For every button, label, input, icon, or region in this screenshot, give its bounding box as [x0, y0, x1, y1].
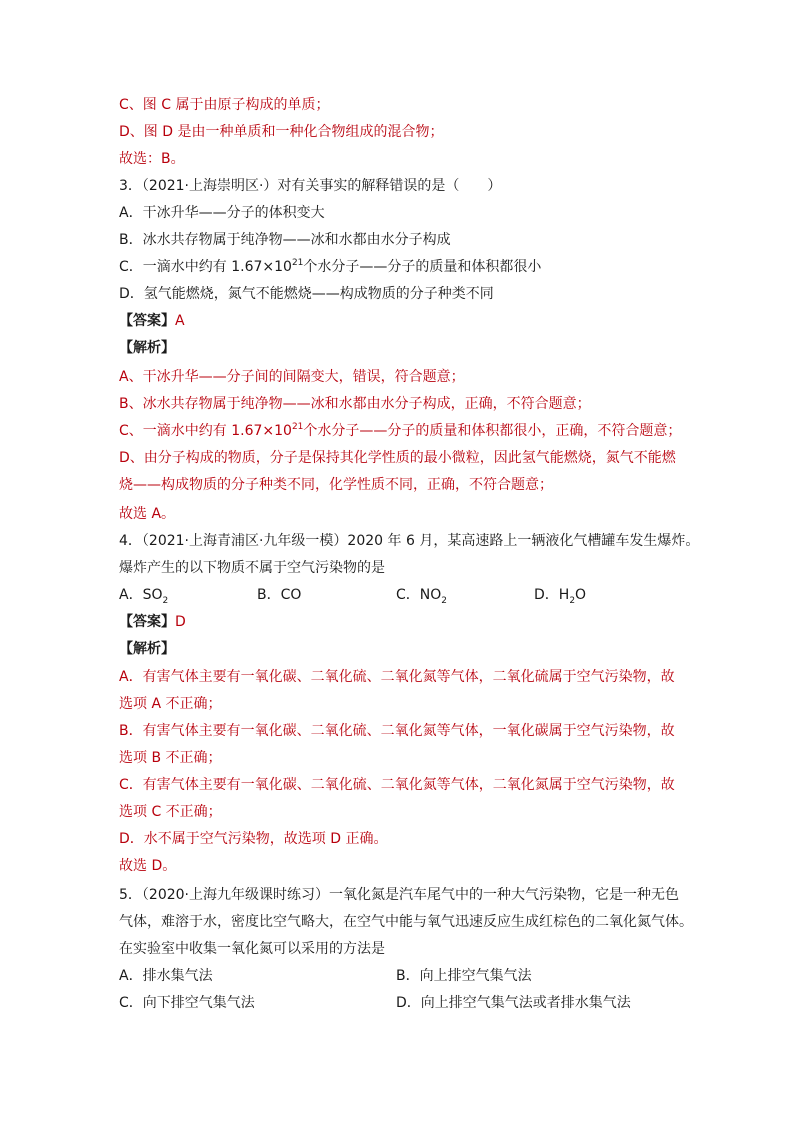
q4-option-d	[534, 584, 586, 608]
q4-analysis-a-line2: 选项 A 不正确；	[119, 696, 222, 712]
q4-analysis-a-line1: A．有害气体主要有一氧化碳、二氧化硫、二氧化氮等气体，二氧化硫属于空气污染物，故	[119, 669, 675, 685]
q5-option-a: A．排水集气法	[119, 968, 213, 984]
q3-option-c	[119, 256, 541, 278]
q3-option-a: A．干冰升华——分子的体积变大	[119, 205, 325, 221]
q4-answer	[119, 611, 186, 633]
q4-option-c-pre: C．NO	[396, 587, 442, 603]
q4-option-a-sub: 2	[162, 596, 169, 606]
q4-option-c-sub: 2	[441, 596, 448, 606]
q5-options-row2	[119, 992, 679, 1014]
q3-option-d: D．氢气能燃烧，氮气不能燃烧——构成物质的分子种类不同	[119, 286, 494, 302]
q5-options-row1	[119, 965, 679, 987]
q4-option-a-pre: A．SO	[119, 587, 163, 603]
q4-answer-label: 【答案】	[119, 614, 175, 630]
prev-analysis-c: C、图 C 属于由原子构成的单质；	[119, 97, 330, 113]
q3-analysis-c-pre: C、一滴水中约有 1.67×10	[119, 423, 292, 439]
q3-choose: 故选 A。	[119, 506, 176, 522]
q3-analysis-c	[119, 420, 681, 442]
q3-answer-value: A	[175, 313, 185, 329]
q4-answer-value: D	[175, 614, 186, 630]
q3-analysis-label: 【解析】	[119, 340, 175, 356]
q5-option-d: D．向上排空气集气法或者排水集气法	[396, 995, 631, 1011]
q5-stem-line2: 气体，难溶于水，密度比空气略大，在空气中能与氧气迅速反应生成红棕色的二氧化氮气体。	[119, 914, 693, 930]
q3-option-c-pre: C．一滴水中约有 1.67×10	[119, 259, 292, 275]
q4-choose: 故选 D。	[119, 858, 177, 874]
q4-analysis-heading	[119, 638, 175, 660]
q4-option-d-sub: 2	[569, 596, 576, 606]
q3-analysis-d-line1: D、由分子构成的物质，分子是保持其化学性质的最小微粒，因此氢气能燃烧，氮气不能燃	[119, 450, 676, 466]
q5-option-b: B．向上排空气集气法	[396, 968, 532, 984]
q4-analysis-label: 【解析】	[119, 641, 175, 657]
q4-option-d-post: O	[575, 587, 587, 603]
q3-answer-label: 【答案】	[119, 313, 175, 329]
q4-stem-line1: 4．（2021·上海青浦区·九年级一模）2020 年 6 月，某高速路上一辆液化气槽罐车发生爆炸。	[119, 533, 700, 549]
q4-option-a	[119, 584, 168, 608]
q5-stem-line1: 5．（2020·上海九年级课时练习）一氧化氮是汽车尾气中的一种大气污染物，它是一种无色	[119, 887, 679, 903]
q4-option-c	[396, 584, 447, 608]
q4-stem-line2: 爆炸产生的以下物质不属于空气污染物的是	[119, 560, 385, 576]
q3-answer	[119, 310, 185, 332]
q5-option-c: C．向下排空气集气法	[119, 995, 255, 1011]
q4-analysis-c-line2: 选项 C 不正确；	[119, 804, 222, 820]
q4-analysis-c-line1: C．有害气体主要有一氧化碳、二氧化硫、二氧化氮等气体，二氧化氮属于空气污染物，故	[119, 777, 675, 793]
q4-options	[119, 584, 679, 606]
q3-analysis-heading	[119, 337, 175, 359]
q4-option-d-pre: D．H	[534, 587, 570, 603]
q3-analysis-a: A、干冰升华——分子间的间隔变大，错误，符合题意；	[119, 369, 465, 385]
prev-analysis-d: D、图 D 是由一种单质和一种化合物组成的混合物；	[119, 124, 444, 140]
q4-option-b: B．CO	[257, 587, 302, 603]
q3-analysis-c-exponent: 21	[291, 422, 304, 432]
q5-stem-line3: 在实验室中收集一氧化氮可以采用的方法是	[119, 941, 385, 957]
q3-analysis-b: B、冰水共存物属于纯净物——冰和水都由水分子构成，正确，不符合题意；	[119, 396, 591, 412]
q3-option-c-exponent: 21	[291, 258, 304, 268]
prev-choose: 故选：B。	[119, 151, 185, 167]
q3-analysis-d-line2: 烧——构成物质的分子种类不同，化学性质不同，正确，不符合题意；	[119, 477, 553, 493]
q3-analysis-c-post: 个水分子——分子的质量和体积都很小，正确，不符合题意；	[303, 423, 682, 439]
q3-option-c-post: 个水分子——分子的质量和体积都很小	[303, 259, 542, 275]
q4-analysis-b-line1: B．有害气体主要有一氧化碳、二氧化硫、二氧化氮等气体，一氧化碳属于空气污染物，故	[119, 723, 675, 739]
q3-stem: 3．（2021·上海崇明区·）对有关事实的解释错误的是（ ）	[119, 178, 502, 194]
q3-option-b: B．冰水共存物属于纯净物——冰和水都由水分子构成	[119, 232, 451, 248]
q4-analysis-b-line2: 选项 B 不正确；	[119, 750, 222, 766]
q4-analysis-d: D．水不属于空气污染物，故选项 D 正确。	[119, 831, 388, 847]
